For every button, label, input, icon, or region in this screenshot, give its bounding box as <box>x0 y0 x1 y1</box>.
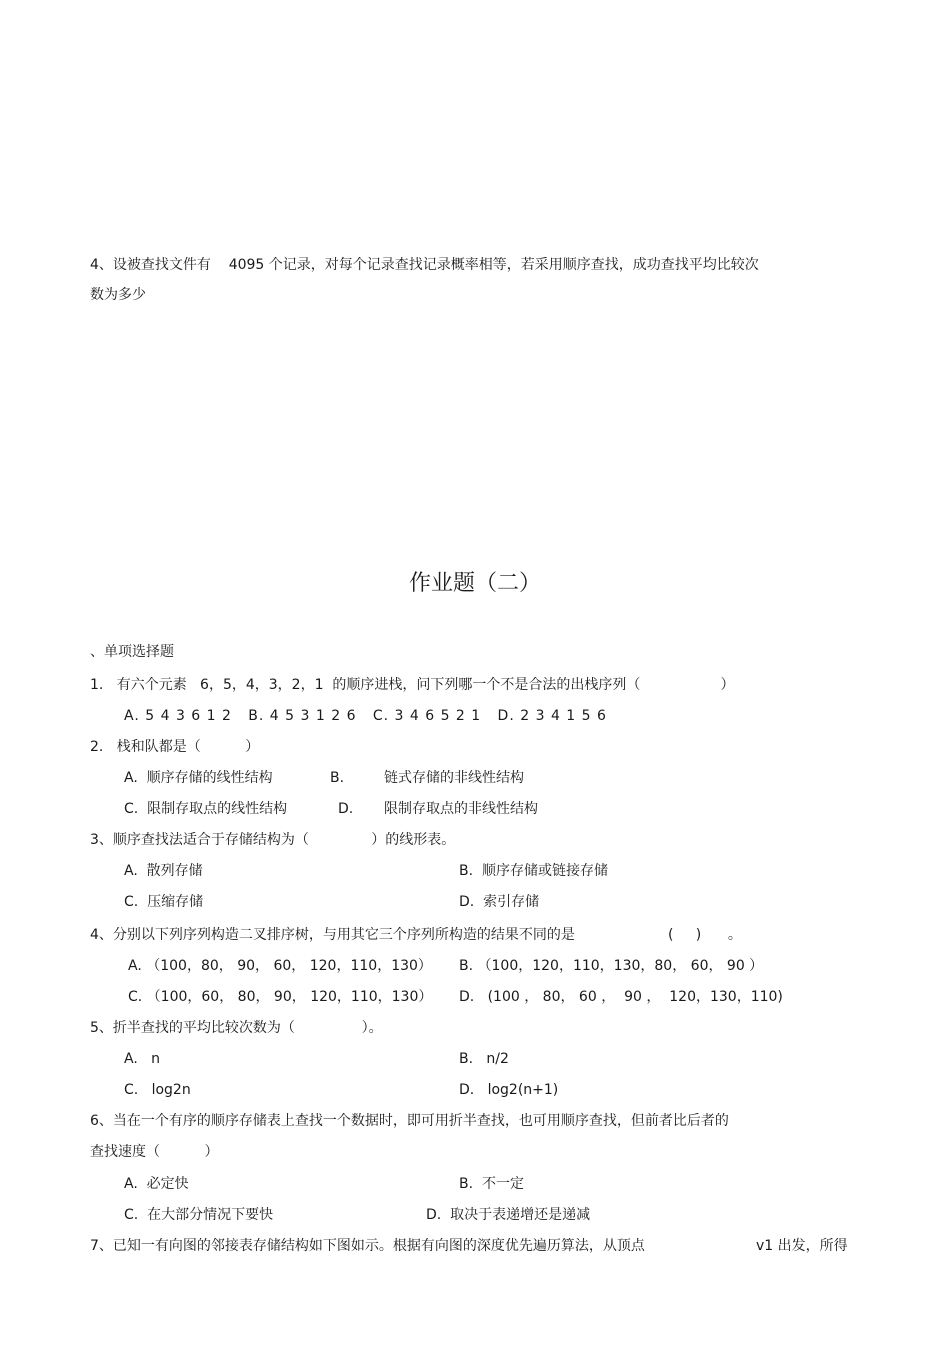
q6-option-b: B. 不一定 <box>459 1176 524 1192</box>
q3-option-a: A. 散列存储 <box>124 863 203 879</box>
q7-stem-tail: v1 出发，所得 <box>756 1238 848 1254</box>
q4-stem-tail: ( ) 。 <box>668 927 742 943</box>
page-title: 作业题（二） <box>408 571 541 596</box>
q3-stem: 3、顺序查找法适合于存储结构为（ ）的线形表。 <box>90 832 456 848</box>
q4-option-d: D. (100 ， 80， 60 ， 90 ， 120，130，110) <box>459 989 783 1005</box>
q1-stem: 1. 有六个元素 6，5，4，3，2，1 的顺序进栈，问下列哪一个不是合法的出栈序列（ ） <box>90 677 735 693</box>
q6-option-a: A. 必定快 <box>124 1176 189 1192</box>
q6-stem-line2: 查找速度（ ） <box>90 1144 219 1160</box>
q2-stem: 2. 栈和队都是（ ） <box>90 739 260 755</box>
q2-option-d-letter: D. <box>338 801 354 817</box>
q1-options: A. 5 4 3 6 1 2 B. 4 5 3 1 2 6 C. 3 4 6 5 2 1 D. 2 3 4 1 5 6 <box>124 708 607 724</box>
section-heading: 、单项选择题 <box>90 644 174 660</box>
q4-stem: 4、分别以下列序列构造二叉排序树，与用其它三个序列所构造的结果不同的是 <box>90 927 575 943</box>
q4-option-c: C. （100，60， 80， 90， 120，110，130） <box>128 989 433 1005</box>
q6-option-d: D. 取决于表递增还是递减 <box>426 1207 591 1223</box>
prev-q4-line2: 数为多少 <box>90 287 146 303</box>
q5-option-a: A. n <box>124 1051 161 1067</box>
q5-stem: 5、折半查找的平均比较次数为（ ）。 <box>90 1020 383 1036</box>
q5-option-d: D. log2(n+1) <box>459 1082 559 1098</box>
q2-option-c: C. 限制存取点的线性结构 <box>124 801 288 817</box>
prev-q4-line1: 4、设被查找文件有 4095 个记录，对每个记录查找记录概率相等，若采用顺序查找，成功查找平均比较次 <box>90 257 759 273</box>
q5-option-c: C. log2n <box>124 1082 191 1098</box>
q3-option-d: D. 索引存储 <box>459 894 540 910</box>
q2-option-b-text: 链式存储的非线性结构 <box>384 770 524 786</box>
q3-option-b: B. 顺序存储或链接存储 <box>459 863 608 879</box>
q2-option-d-text: 限制存取点的非线性结构 <box>384 801 538 817</box>
q2-option-a: A. 顺序存储的线性结构 <box>124 770 273 786</box>
q2-option-b-letter: B. <box>330 770 345 786</box>
q5-option-b: B. n/2 <box>459 1051 509 1067</box>
q4-option-b: B. （100，120，110，130，80， 60， 90 ） <box>459 958 764 974</box>
q7-stem: 7、已知一有向图的邻接表存储结构如下图如示。根据有向图的深度优先遍历算法，从顶点 <box>90 1238 645 1254</box>
q3-option-c: C. 压缩存储 <box>124 894 204 910</box>
q6-stem: 6、当在一个有序的顺序存储表上查找一个数据时，即可用折半查找，也可用顺序查找，但前者比后者的 <box>90 1113 729 1129</box>
q6-option-c: C. 在大部分情况下要快 <box>124 1207 274 1223</box>
q4-option-a: A. （100，80， 90， 60， 120，110，130） <box>128 958 432 974</box>
